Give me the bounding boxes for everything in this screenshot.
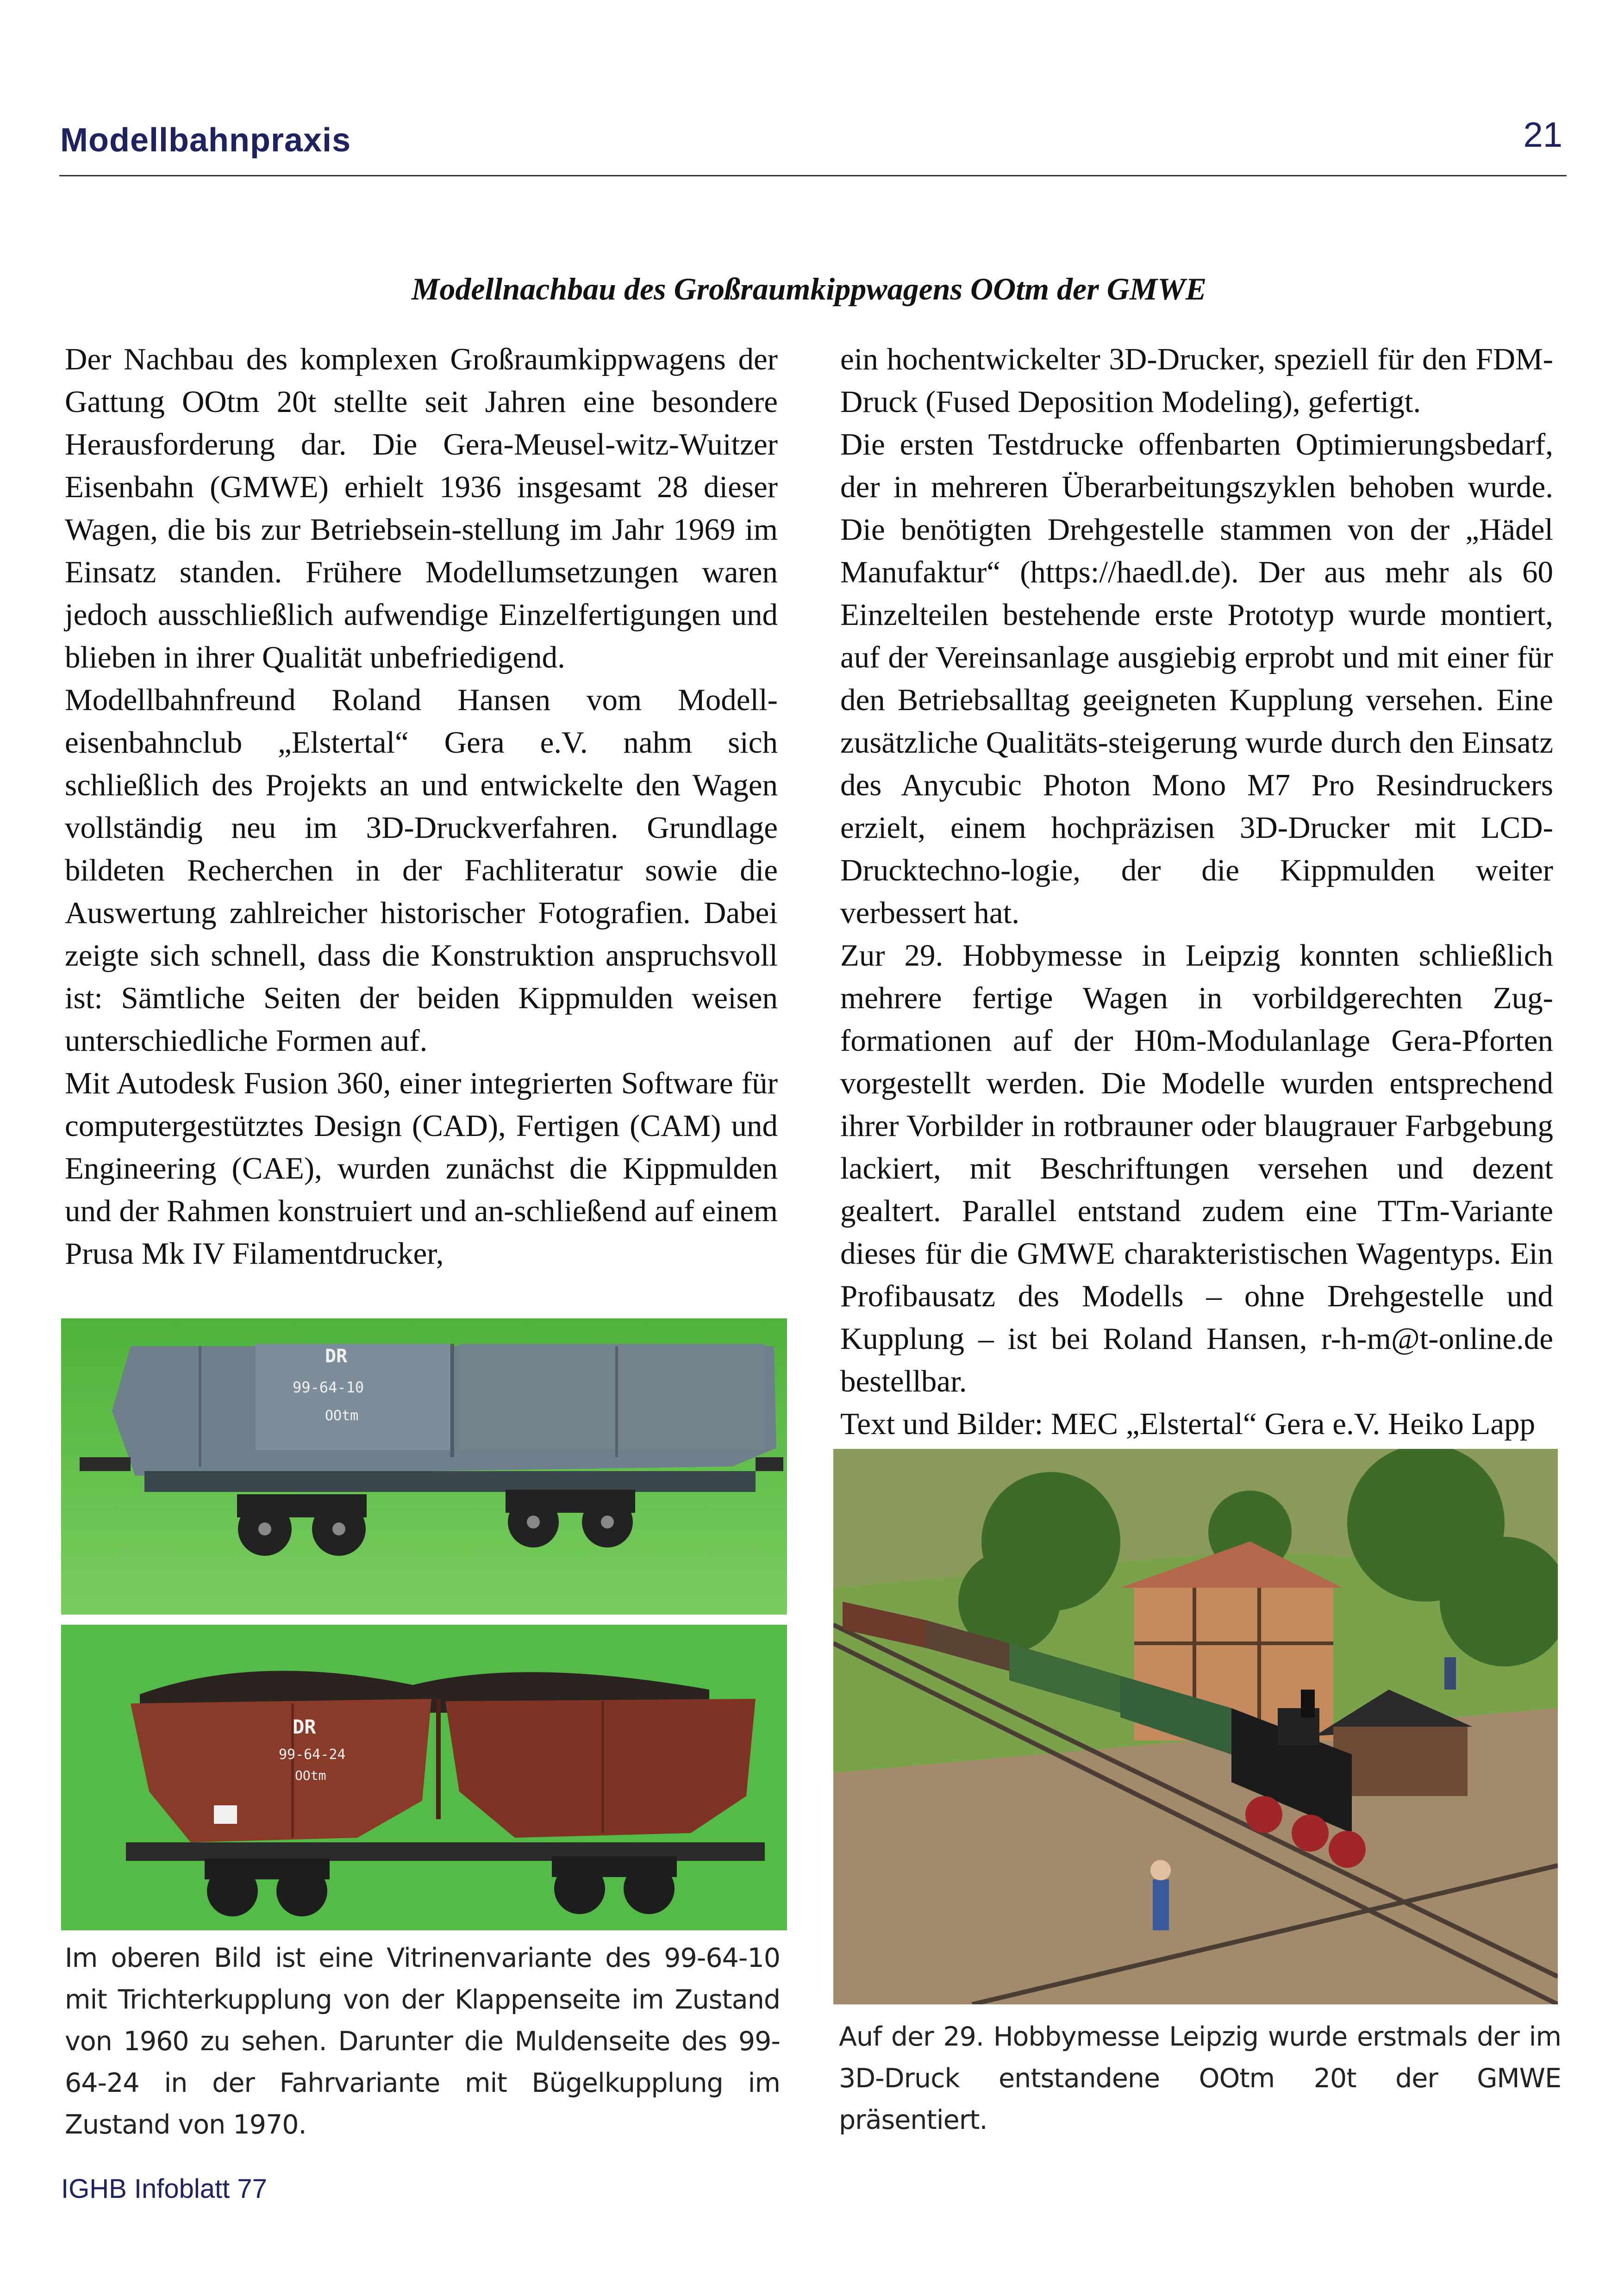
paragraph: Mit Autodesk Fusion 360, einer integrierten Software für computergestütztes Design (CAD), Fertigen (CAM) und Engineering (CAE), wurden zunächst die Kippmulden und der Rahmen konstruiert und an-schließend auf einem Prusa Mk IV Filamentdrucker, — [65, 1066, 778, 1271]
header-divider — [59, 175, 1567, 176]
paragraph: Zur 29. Hobbymesse in Leipzig konnten schließlich mehrere fertige Wagen in vorbildgerechten Zug-formationen auf der H0m-Modulanlage Gera-Pforten vorgestellt werden. Die Modelle wurden entsprechend ihrer Vorbilder in rotbrauner oder blaugrauer Farbgebung lackiert, mit Beschriftungen versehen und dezent gealtert. Parallel entstand zudem eine TTm-Variante dieses für die GMWE charakteristischen Wagentyps. Ein Profibausatz des Modells – ohne Drehgestelle und Kupplung – ist bei Roland Hansen, r-h-m@t-online.de bestellbar. — [840, 938, 1553, 1398]
photo-credit: Text und Bilder: MEC „Elstertal“ Gera e.V. Heiko Lapp — [840, 1407, 1536, 1441]
paragraph: ein hochentwickelter 3D-Drucker, speziell für den FDM-Druck (Fused Deposition Modeling), gefertigt. — [840, 342, 1553, 419]
wagon-marking: DR — [325, 1346, 348, 1367]
paragraph: Modellbahnfreund Roland Hansen vom Modell-eisenbahnclub „Elstertal“ Gera e.V. nahm sich schließlich des Projekts an und entwickelte den Wagen vollständig neu im 3D-Druckverfahren. Grundlage bildeten Recherchen in der Fachliteratur sowie die Auswertung zahlreicher historischer Fotografien. Dabei zeigte sich schnell, dass die Konstruktion anspruchsvoll ist: Sämtliche Seiten der beiden Kippmulden weisen unterschiedliche Formen auf. — [65, 683, 778, 1058]
photo-model-railway-layout — [833, 1449, 1558, 2004]
article-title: Modellnachbau des Großraumkippwagens OOtm der GMWE — [411, 271, 1207, 306]
section-title: Modellbahnpraxis — [60, 122, 351, 159]
photo-caption-right: Auf der 29. Hobbymesse Leipzig wurde erstmals der im 3D-Druck entstandene OOtm 20t der GMWE präsentiert. — [839, 2021, 1561, 2135]
footer-publication: IGHB Infoblatt 77 — [61, 2174, 267, 2204]
wagon-marking: 99-64-24 — [279, 1747, 346, 1763]
page-number: 21 — [1523, 115, 1562, 155]
photo-bluegrey-wagon — [61, 1318, 787, 1615]
wagon-marking: OOtm — [325, 1408, 359, 1424]
wagon-marking: DR — [293, 1716, 316, 1738]
article-column-right — [840, 338, 1553, 1445]
paragraph: Die ersten Testdrucke offenbarten Optimierungsbedarf, der in mehreren Überarbeitungszyklen behoben wurde. Die benötigten Drehgestelle stammen von der „Hädel Manufaktur“ (https://haedl.de). Der aus mehr als 60 Einzelteilen bestehende erste Prototyp wurde montiert, auf der Vereinsanlage ausgiebig erprobt und mit einer für den Betriebsalltag geeigneten Kupplung versehen. Eine zusätzliche Qualitäts-steigerung wurde durch den Einsatz des Anycubic Photon Mono M7 Pro Resindruckers erzielt, einem hochpräzisen 3D-Drucker mit LCD-Drucktechno-logie, der die Kippmulden weiter verbessert hat. — [840, 427, 1553, 930]
paragraph: Der Nachbau des komplexen Großraumkippwagens der Gattung OOtm 20t stellte seit Jahren eine besondere Herausforderung dar. Die Gera-Meusel-witz-Wuitzer Eisenbahn (GMWE) erhielt 1936 insgesamt 28 dieser Wagen, die bis zur Betriebsein-stellung im Jahr 1969 im Einsatz standen. Frühere Modellumsetzungen waren jedoch ausschließlich aufwendige Einzelfertigungen und blieben in ihrer Qualität unbefriedigend. — [65, 342, 778, 674]
photo-caption-left: Im oberen Bild ist eine Vitrinenvariante des 99-64-10 mit Trichterkupplung von der Klappenseite im Zustand von 1960 zu sehen. Darunter die Muldenseite des 99-64-24 in der Fahrvariante mit Bügelkupplung im Zustand von 1970. — [65, 1943, 780, 2140]
wagon-marking: OOtm — [295, 1768, 326, 1783]
article-column-left — [65, 338, 778, 1275]
wagon-marking: 99-64-10 — [293, 1379, 364, 1396]
photo-redbrown-wagon — [61, 1625, 787, 1930]
